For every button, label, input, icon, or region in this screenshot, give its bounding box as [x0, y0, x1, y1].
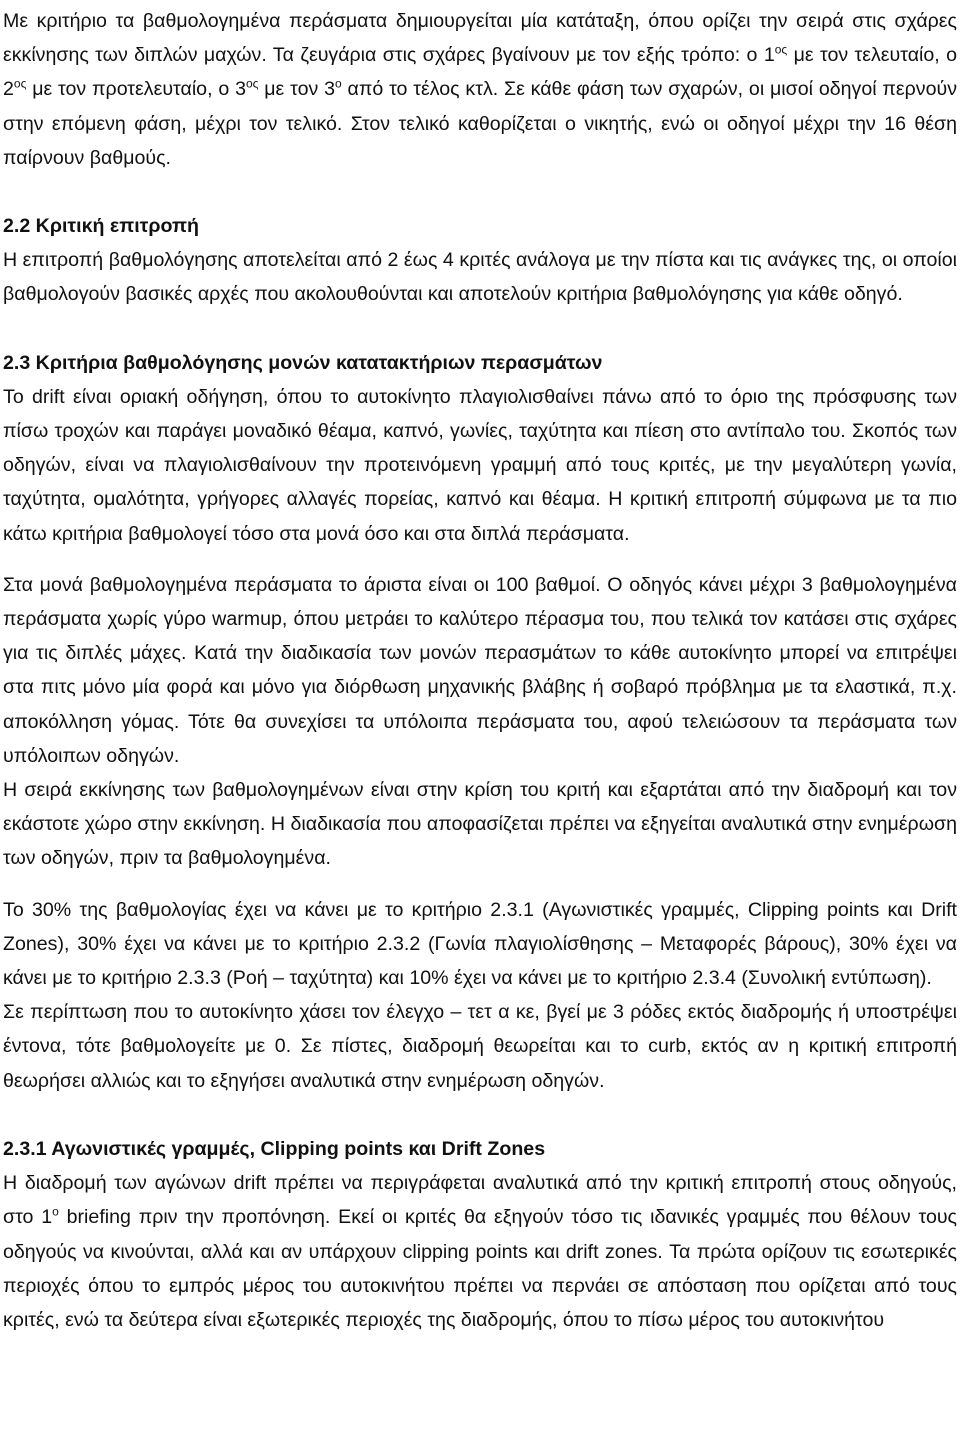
ordinal-superscript: ο	[52, 1204, 59, 1219]
section-body: Σε περίπτωση που το αυτοκίνητο χάσει τον έλεγχο – τετ α κε, βγεί με 3 ρόδες εκτός διαδρομής ή υποστρέψει έντονα, τότε βαθμολογείτε με 0. Σε πίστες, διαδρομή θεωρείται και το curb, εκτός αν η κριτική επιτροπή θεωρήσει αλλιώς και το εξηγήσει αναλυτικά στην ενημέρωση οδηγών.	[3, 1001, 957, 1092]
section-body: Η επιτροπή βαθμολόγησης αποτελείται από 2 έως 4 κριτές ανάλογα με την πίστα και τις ανάγκες της, οι οποίοι βαθμολογούν βασικές αρχές που ακολουθούνται και αποτελούν κριτήρια βαθμολόγησης για κάθε οδηγό.	[3, 249, 957, 306]
ordinal-superscript: ος	[774, 42, 788, 57]
intro-text-b: με τον τελευταίο, ο 2	[3, 44, 957, 101]
section-text-a: Η διαδρομή των αγώνων drift πρέπει να περιγράφεται αναλυτικά από την κριτική επιτροπή στους οδηγούς, στο 1	[3, 1172, 957, 1229]
section-body: Στα μονά βαθμολογημένα περάσματα το άριστα είναι οι 100 βαθμοί. Ο οδηγός κάνει μέχρι 3 βαθμολογημένα περάσματα χωρίς γύρο warmup, όπου μετράει το καλύτερο πέρασμα του, που τελικά τον κατάσει στις σχάρες για τις διπλές μάχες. Κατά την διαδικασία των μονών περασμάτων το κάθε αυτοκίνητο μπορεί να επιτρέψει στα πιτς μόνο μία φορά και μόνο για διόρθωση μηχανικής βλάβης ή σοβαρό πρόβλημα με τα ελαστικά, π.χ. αποκόλληση γόμας. Τότε θα συνεχίσει τα υπόλοιπα περάσματα του, αφού τελειώσουν τα περάσματα των υπόλοιπων οδηγών.	[3, 573, 957, 767]
section-2-3	[3, 346, 957, 1098]
intro-text-c: με τον προτελευταίο, ο 3	[26, 78, 246, 101]
section-body	[3, 1166, 957, 1337]
document-page	[3, 4, 957, 1337]
intro-text-a: Με κριτήριο τα βαθμολογημένα περάσματα δημιουργείται μία κατάταξη, όπου ορίζει την σειρά στις σχάρες εκκίνησης των διπλών μαχών. Τα ζευγάρια στις σχάρες βγαίνουν με τον εξής τρόπο: ο 1	[3, 10, 957, 67]
section-heading: 2.3 Κριτήρια βαθμολόγησης μονών κατατακτήριων περασμάτων	[3, 351, 603, 374]
section-body: Το drift είναι οριακή οδήγηση, όπου το αυτοκίνητο πλαγιολισθαίνει πάνω από το όριο της πρόσφυσης των πίσω τροχών και παράγει μοναδικό θέαμα, καπνό, γωνίες, ταχύτητα και πίεση στο αντίπαλο του. Σκοπός των οδηγών, είναι να πλαγιολισθαίνουν την προτεινόμενη γραμμή από τους κριτές, με την μεγαλύτερη γωνία, ταχύτητα, ομαλότητα, γρήγορες αλλαγές πορείας, καπνό και θέαμα. Η κριτική επιτροπή σύμφωνα με τα πιο κάτω κριτήρια βαθμολογεί τόσο στα μονά όσο και στα διπλά περάσματα.	[3, 385, 957, 545]
intro-paragraph	[3, 4, 957, 175]
intro-text-e: από το τέλος κτλ. Σε κάθε φάση των σχαρών, οι μισοί οδηγοί περνούν στην επόμενη φάση, μέχρι τον τελικό. Στον τελικό καθορίζεται ο νικητής, ενώ οι οδηγοί μέχρι την 16 θέση παίρνουν βαθμούς.	[3, 78, 957, 169]
section-body: Το 30% της βαθμολογίας έχει να κάνει με το κριτήριο 2.3.1 (Αγωνιστικές γραμμές, Clipping points και Drift Zones), 30% έχει να κάνει με το κριτήριο 2.3.2 (Γωνία πλαγιολίσθησης – Μεταφορές βάρους), 30% έχει να κάνει με το κριτήριο 2.3.3 (Ροή – ταχύτητα) και 10% έχει να κάνει με το κριτήριο 2.3.4 (Συνολική εντύπωση).	[3, 898, 957, 990]
section-2-3-1	[3, 1132, 957, 1337]
section-2-2	[3, 209, 957, 312]
ordinal-superscript: ος	[13, 76, 27, 91]
section-heading: 2.3.1 Αγωνιστικές γραμμές, Clipping points και Drift Zones	[3, 1137, 546, 1160]
ordinal-superscript: ο	[335, 76, 342, 91]
intro-text-d: με τον 3	[258, 78, 335, 101]
section-text-b: briefing πριν την προπόνηση. Εκεί οι κριτές θα εξηγούν τόσο τις ιδανικές γραμμές που θέλουν τους οδηγούς να κινούνται, αλλά και αν υπάρχουν clipping points και drift zones. Τα πρώτα ορίζουν τις εσωτερικές περιοχές όπου το εμπρός μέρος του αυτοκινήτου πρέπει να περνάει σε απόσταση που ορίζεται από τους κριτές, ενώ τα δεύτερα είναι εξωτερικές περιοχές της διαδρομής, όπου το πίσω μέρος του αυτοκινήτου	[3, 1206, 957, 1331]
section-heading: 2.2 Κριτική επιτροπή	[3, 215, 199, 238]
section-body: Η σειρά εκκίνησης των βαθμολογημένων είναι στην κρίση του κριτή και εξαρτάται από την διαδρομή και τον εκάστοτε χώρο στην εκκίνηση. Η διαδικασία που αποφασίζεται πρέπει να εξηγείται αναλυτικά στην ενημέρωση των οδηγών, πριν τα βαθμολογημένα.	[3, 779, 957, 870]
ordinal-superscript: ος	[245, 76, 259, 91]
